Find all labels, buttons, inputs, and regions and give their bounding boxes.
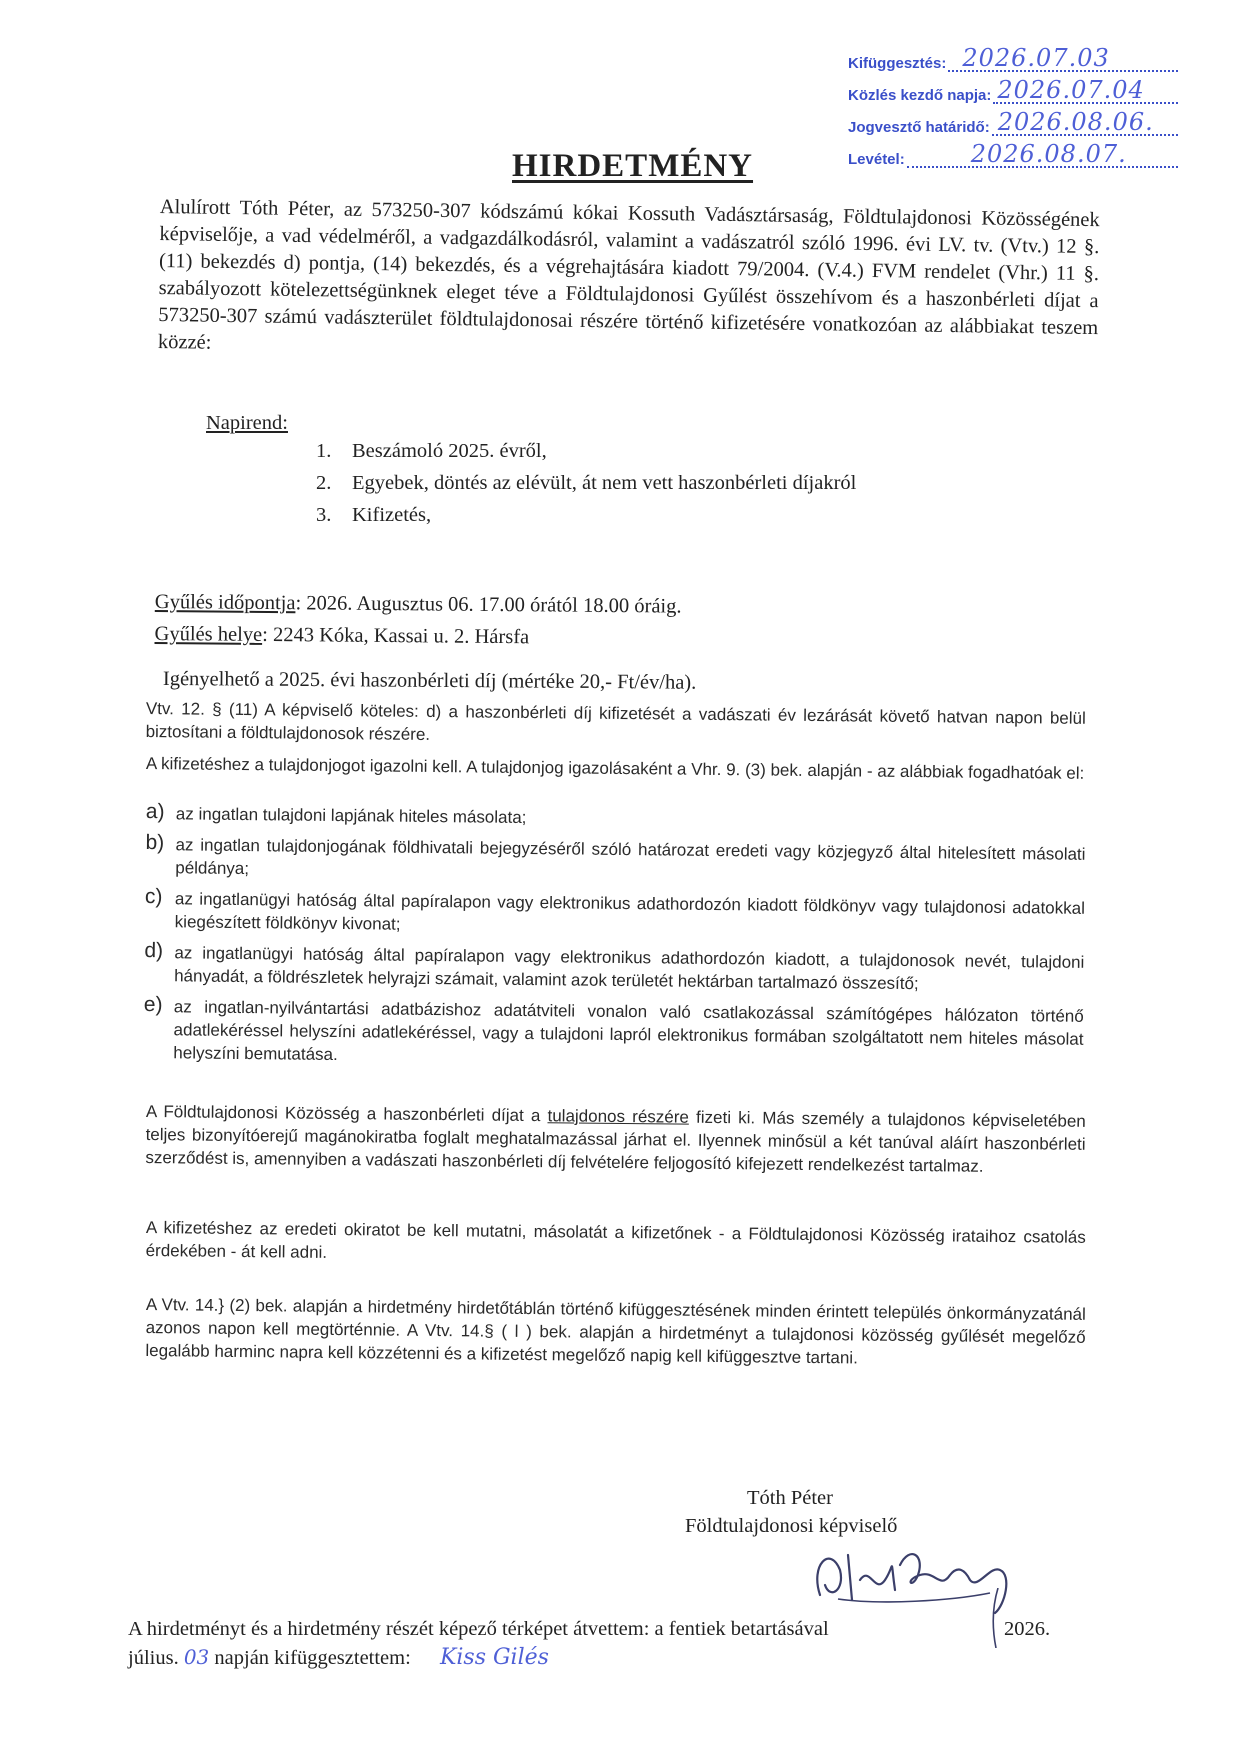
proof-paragraph: A kifizetéshez a tulajdonjogot igazolni kell. A tulajdonjog igazolásaként a Vhr. 9. (3) bek. alapján - az alábbiak fogadhatóak el: xyxy=(145,753,1085,783)
item-text: Egyebek, döntés az elévült, át nem vett haszonbérleti díjakról xyxy=(352,472,857,494)
option-letter: c) xyxy=(144,884,163,909)
list-item xyxy=(143,993,1084,1074)
option-text: az ingatlan tulajdonjogának földhivatali bejegyzéséről szóló határozat eredeti vagy közjegyző által hitelesített másolati példánya; xyxy=(175,835,1086,879)
stamp-label: Közlés kezdő napja: xyxy=(848,87,992,104)
agenda-label: Napirend: xyxy=(206,412,288,434)
agenda-list xyxy=(316,440,856,536)
footer-signature: Kiss Gilés xyxy=(439,1645,549,1670)
owner-text-after: fizeti ki. Más személy a tulajdonos képviseletében teljes bizonyítóerejű magánokiratba foglalt meghatalmazással járhat el. Ilyennek minősül a két tanúval aláírt haszonbérleti szerződést is, amennyiben a vadászati haszonbérleti díj felvételére feljogosító kifejezett rendelkezést tartalmaz. xyxy=(145,1107,1086,1176)
list-item xyxy=(145,885,1085,943)
list-item xyxy=(145,831,1085,889)
owner-text-underlined: tulajdonos részére xyxy=(547,1106,690,1127)
meeting-place-label: Gyűlés helye xyxy=(154,622,263,646)
signer-name: Tóth Péter xyxy=(747,1487,833,1509)
meeting-details xyxy=(154,586,681,655)
option-text: az ingatlan tulajdoni lapjának hiteles másolata; xyxy=(175,804,527,827)
stamp-row-start xyxy=(848,72,1178,104)
proof-options xyxy=(143,800,1086,1080)
footer-text: A hirdetményt és a hirdetmény részét képező térképet átvettem: a fentiek betartásával xyxy=(128,1618,829,1640)
option-letter: b) xyxy=(145,830,165,855)
posting-stamp xyxy=(848,40,1178,168)
footer-rest: napján kifüggesztettem: xyxy=(209,1647,411,1669)
option-text: az ingatlanügyi hatóság által papíralapon vagy elektronikus adathordozón kiadott, a tulajdonosok nevét, tulajdoni hányadát, a földrészletek helyrajzi számait, valamint azok területét hektárban tartalmazó összesítő; xyxy=(174,943,1085,994)
handwritten-signature xyxy=(800,1535,1020,1615)
item-text: Kifizetés, xyxy=(352,504,432,526)
stamp-label: Kifüggesztés: xyxy=(848,55,947,72)
stamp-value: 2026.07.04 xyxy=(997,76,1145,104)
meeting-place xyxy=(154,618,681,655)
list-item xyxy=(144,939,1084,997)
footer-line-1 xyxy=(128,1615,1088,1643)
item-number: 2. xyxy=(316,472,332,494)
meeting-time xyxy=(155,586,682,623)
stamp-label: Levétel: xyxy=(848,151,905,168)
signer-role: Földtulajdonosi képviselő xyxy=(685,1515,898,1537)
stamp-value: 2026.07.03 xyxy=(962,44,1110,72)
owner-text-before: A Földtulajdonosi Közösség a haszonbérleti díjat a xyxy=(145,1101,548,1126)
item-number: 1. xyxy=(316,440,332,462)
item-text: Beszámoló 2025. évről, xyxy=(352,440,547,462)
option-text: az ingatlanügyi hatóság által papíralapon vagy elektronikus adathordozón kiadott földkönyv vagy tulajdonosi adatokkal kiegészített földkönyv kivonat; xyxy=(174,889,1086,934)
option-letter: a) xyxy=(145,800,165,824)
footer-line-2 xyxy=(128,1643,1088,1672)
stamp-row-posted xyxy=(848,40,1178,72)
list-item xyxy=(316,472,856,504)
footer-day: 03 xyxy=(183,1645,210,1669)
intro-paragraph: Alulírott Tóth Péter, az 573250-307 kódszámú kókai Kossuth Vadásztársaság, Földtulajdonosi Közösségének képviselője, a vad védelméről, a vadgazdálkodásról, valamint a vadászatról szóló 1996. évi LV. tv. (Vtv.) 12 §. (11) bekezdés d) pontja, (14) bekezdés, és a végrehajtására kiadott 79/2004. (V.4.) FVM rendelet (Vhr.) 11 §. szabályozott kötelezettségünknek eleget téve a Földtulajdonosi Gyűlést összehívom és a haszonbérleti díjat a 573250-307 számú vadászterület földtulajdonosai részére történő kifizetésére vonatkozóan az alábbiakat teszem közzé: xyxy=(157,195,1100,354)
footer-acknowledgement xyxy=(128,1615,1088,1672)
footer-month: július. xyxy=(128,1647,179,1669)
stamp-value: 2026.08.07. xyxy=(970,140,1127,168)
meeting-place-value: : 2243 Kóka, Kassai u. 2. Hársfa xyxy=(262,623,530,649)
item-number: 3. xyxy=(316,504,332,526)
fee-statement: Igényelhető a 2025. évi haszonbérleti díj (mértéke 20,- Ft/év/ha). xyxy=(162,667,697,694)
footer-year: 2026. xyxy=(1004,1618,1051,1640)
owner-paragraph xyxy=(145,1100,1086,1179)
vtv-paragraph: Vtv. 12. § (11) A képviselő köteles: d) a haszonbérleti díj kifizetését a vadászati év lezárását követő hatvan napon belül biztosítani a földtulajdonosok részére. xyxy=(145,698,1086,744)
stamp-row-deadline xyxy=(848,104,1178,136)
stamp-row-removal xyxy=(848,136,1178,168)
meeting-time-label: Gyűlés időpontja xyxy=(154,590,296,615)
posting-paragraph: A Vtv. 14.} (2) bek. alapján a hirdetmény hirdetőtáblán történő kifüggesztésének minden érintett település önkormányzatánál azonos napon kell megtörténnie. A Vtv. 14.§ ( l ) bek. alapján a hirdetményt a tulajdonosi közösség gyűlését megelőző legalább harminc napra kell közzétenni és a kifizetést megelőző napig kell kifüggesztve tartani. xyxy=(145,1294,1086,1368)
list-item xyxy=(316,440,856,472)
stamp-value: 2026.08.06. xyxy=(997,108,1154,136)
document-title: HIRDETMÉNY xyxy=(512,148,754,184)
option-text: az ingatlan-nyilvántartási adatbázishoz adatátviteli vonalon való csatlakozással számítógépes hálózaton történő adatlekéréssel helyszíni adatlekéréssel, vagy a tulajdoni lapról elektronikus formában szolgáltatott nem hiteles másolat helyszíni bemutatása. xyxy=(173,997,1084,1065)
option-letter: d) xyxy=(144,938,164,963)
list-item xyxy=(146,800,1086,835)
option-letter: e) xyxy=(143,992,163,1017)
meeting-time-value: : 2026. Augusztus 06. 17.00 órától 18.00 óráig. xyxy=(295,592,682,618)
stamp-label: Jogvesztő határidő: xyxy=(848,119,990,136)
list-item xyxy=(316,504,856,536)
present-paragraph: A kifizetéshez az eredeti okiratot be kell mutatni, másolatát a kifizetőnek - a Földtulajdonosi Közösség irataihoz csatolás érdekében - át kell adni. xyxy=(145,1217,1086,1262)
